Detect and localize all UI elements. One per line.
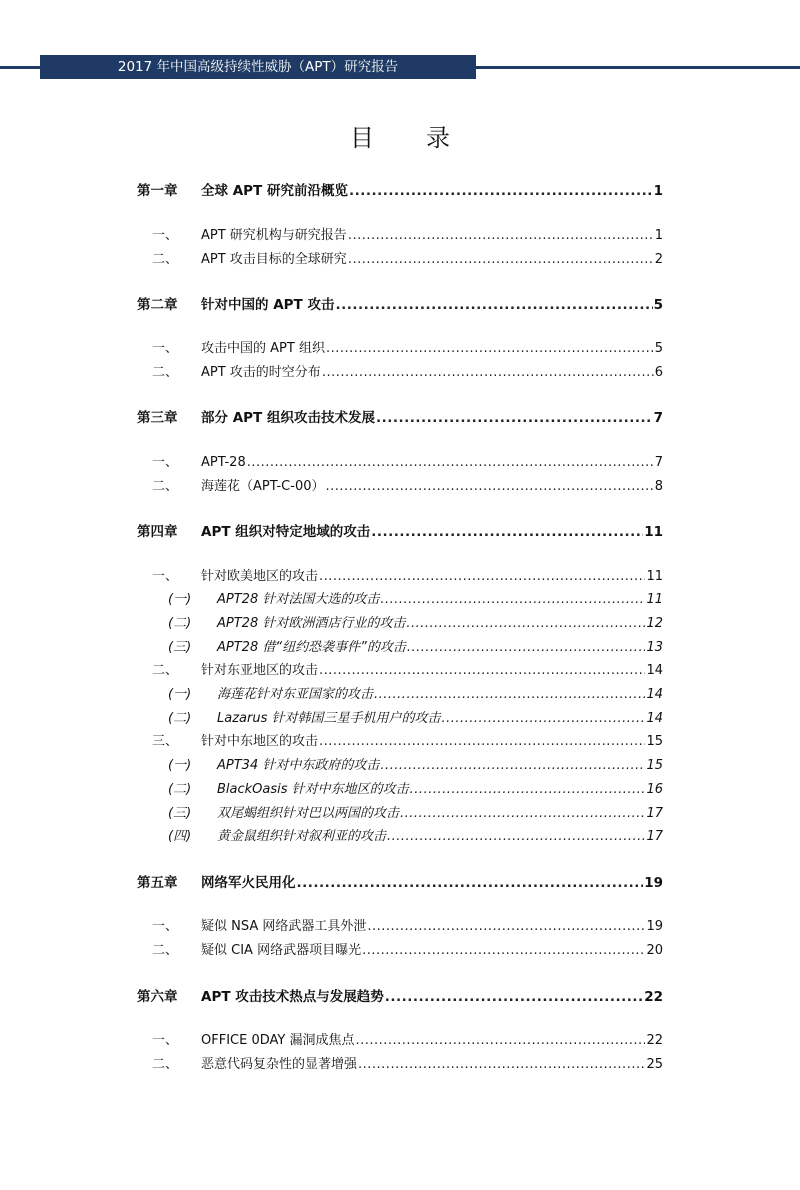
toc-title: 恶意代码复杂性的显著增强 [201,1057,358,1072]
toc-entry[interactable] [152,453,663,473]
toc-number: (二) [168,616,192,631]
toc-page: 7 [654,455,663,470]
toc-leader [362,941,645,961]
toc-number: (一) [168,687,192,702]
toc-number: (二) [168,782,192,797]
toc-number: 一、 [152,341,179,356]
toc-leader [325,477,653,497]
toc-title: APT28 借“纽约恐袭事件”的攻击 [217,640,406,655]
toc-number: (三) [168,806,192,821]
toc-page: 14 [646,663,663,678]
toc-entry[interactable] [168,638,663,658]
toc-leader [247,453,654,473]
toc-title: 针对中国的 APT 攻击 [201,297,335,313]
toc-leader [326,339,654,359]
toc-leader [380,756,645,776]
toc-title: 网络军火民用化 [201,875,296,891]
toc-page: 22 [646,1033,663,1048]
toc-entry[interactable] [152,1055,663,1075]
toc-number: 第三章 [137,410,178,426]
toc-entry[interactable] [137,873,663,893]
toc-leader [335,295,652,315]
toc-number: 第五章 [137,875,178,891]
toc-title: APT34 针对中东政府的攻击 [217,758,380,773]
toc-page: 13 [646,640,663,655]
toc-title: BlackOasis 针对中东地区的攻击 [217,782,409,797]
toc-page: 14 [646,687,663,702]
toc-number: 二、 [152,365,179,380]
toc-title: APT-28 [201,455,246,470]
toc-number: 一、 [152,919,179,934]
toc-number: (二) [168,711,192,726]
toc-entry[interactable] [137,295,663,315]
toc-title: APT 研究机构与研究报告 [201,228,347,243]
toc-leader [319,661,645,681]
toc-leader [385,987,643,1007]
toc-leader [367,917,645,937]
toc-number: (一) [168,758,192,773]
toc-entry[interactable] [168,590,663,610]
toc-leader [297,873,644,893]
toc-entry[interactable] [152,1031,663,1051]
toc-number: 三、 [152,734,179,749]
toc-title: 海莲花针对东亚国家的攻击 [217,687,374,702]
toc-number: 第四章 [137,524,178,540]
toc-title: 针对东亚地区的攻击 [201,663,319,678]
toc-title: APT28 针对法国大选的攻击 [217,592,380,607]
toc-leader [355,1031,645,1051]
toc-title: APT28 针对欧洲酒店行业的攻击 [217,616,406,631]
toc-title: 攻击中国的 APT 组织 [201,341,325,356]
toc-number: 一、 [152,569,179,584]
toc-entry[interactable] [168,709,663,729]
toc-page: 7 [653,410,663,426]
toc-entry[interactable] [168,804,663,824]
toc-entry[interactable] [152,363,663,383]
toc-page: 11 [646,592,663,607]
page-title: 目录 [350,124,502,152]
toc-title: OFFICE 0DAY 漏洞成焦点 [201,1033,355,1048]
toc-page: 14 [646,711,663,726]
toc-page: 22 [644,989,663,1005]
toc-entry[interactable] [137,181,663,201]
toc-leader [319,567,645,587]
toc-page: 1 [653,183,663,199]
toc-page: 5 [654,341,663,356]
toc-entry[interactable] [152,250,663,270]
toc-leader [400,804,645,824]
toc-entry[interactable] [137,522,663,542]
toc-title: 全球 APT 研究前沿概览 [201,183,348,199]
toc-number: (三) [168,640,192,655]
toc-leader [374,685,645,705]
toc-entry[interactable] [152,226,663,246]
toc-page: 19 [646,919,663,934]
toc-number: 二、 [152,252,179,267]
toc-page: 19 [644,875,663,891]
toc-number: 一、 [152,1033,179,1048]
toc-number: 二、 [152,1057,179,1072]
toc-leader [319,732,645,752]
toc-title: 针对中东地区的攻击 [201,734,319,749]
toc-entry[interactable] [152,339,663,359]
toc-entry[interactable] [152,941,663,961]
toc-number: (一) [168,592,192,607]
toc-entry[interactable] [168,756,663,776]
toc-entry[interactable] [152,567,663,587]
toc-leader [407,638,646,658]
toc-leader [376,408,653,428]
toc-page: 11 [644,524,663,540]
toc-number: 第六章 [137,989,178,1005]
toc-leader [442,709,646,729]
toc-title: 疑似 CIA 网络武器项目曝光 [201,943,362,958]
toc-leader [349,181,653,201]
toc-entry[interactable] [152,917,663,937]
toc-page: 6 [654,365,663,380]
toc-title: APT 攻击技术热点与发展趋势 [201,989,384,1005]
toc-page: 11 [646,569,663,584]
toc-title: 海莲花（APT-C-00） [201,479,325,494]
toc-entry[interactable] [152,732,663,752]
toc-title: 部分 APT 组织攻击技术发展 [201,410,375,426]
toc-entry[interactable] [152,661,663,681]
toc-number: 一、 [152,455,179,470]
toc-title: 黄金鼠组织针对叙利亚的攻击 [217,829,387,844]
toc-entry[interactable] [168,827,663,847]
toc-leader [371,522,643,542]
toc-page: 17 [646,829,663,844]
toc-leader [410,780,646,800]
toc-page: 12 [646,616,663,631]
toc-page: 15 [646,734,663,749]
toc-leader [380,590,645,610]
toc-number: 一、 [152,228,179,243]
toc-title: APT 攻击的时空分布 [201,365,321,380]
toc-leader [358,1055,645,1075]
toc-leader [406,614,645,634]
toc-leader [387,827,645,847]
toc-number: 二、 [152,943,179,958]
toc-page: 5 [653,297,663,313]
toc-page: 1 [654,228,663,243]
toc-entry[interactable] [168,780,663,800]
toc-number: 二、 [152,663,179,678]
toc-title: APT 攻击目标的全球研究 [201,252,347,267]
toc-leader [348,226,654,246]
toc-title: 双尾蝎组织针对巴以两国的攻击 [217,806,400,821]
toc-number: 第二章 [137,297,178,313]
toc-leader [322,363,654,383]
toc-entry[interactable] [137,987,663,1007]
toc-entry[interactable] [152,477,663,497]
toc-entry[interactable] [168,685,663,705]
toc-page: 25 [646,1057,663,1072]
toc-page: 16 [646,782,663,797]
toc-title: APT 组织对特定地域的攻击 [201,524,371,540]
toc-title: Lazarus 针对韩国三星手机用户的攻击 [217,711,441,726]
toc-page: 20 [646,943,663,958]
toc-page: 17 [646,806,663,821]
toc-number: (四) [168,829,192,844]
running-header: 2017 年中国高级持续性威胁（APT）研究报告 [40,55,476,79]
toc-entry[interactable] [137,408,663,428]
toc-number: 第一章 [137,183,178,199]
toc-page: 15 [646,758,663,773]
toc-leader [348,250,654,270]
toc-entry[interactable] [168,614,663,634]
toc-page: 8 [654,479,663,494]
toc-title: 针对欧美地区的攻击 [201,569,319,584]
toc-number: 二、 [152,479,179,494]
toc-title: 疑似 NSA 网络武器工具外泄 [201,919,367,934]
toc-page: 2 [654,252,663,267]
